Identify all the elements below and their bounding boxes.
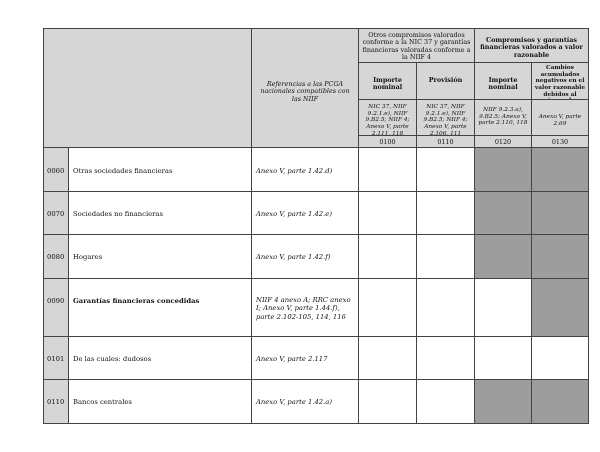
data-cell — [358, 336, 417, 380]
row-label-cell — [68, 234, 252, 279]
data-cell — [531, 336, 589, 380]
row-code-cell — [43, 278, 69, 337]
data-cell-shaded — [474, 147, 532, 192]
data-cell — [358, 234, 417, 279]
row-code-cell — [43, 191, 69, 235]
row-label: Bancos centrales — [73, 398, 132, 406]
row-ref-cell — [251, 278, 359, 337]
row-label: Otras sociedades financieras — [73, 167, 173, 175]
header-nominal1-label: Importe nominal — [372, 76, 403, 92]
row-code: 0080 — [47, 253, 65, 261]
header-cambios-cell — [531, 62, 589, 100]
data-cell-shaded — [531, 278, 589, 337]
header-cambios-label: Cambios acumulados negativos en el valor razonable debidos al — [534, 65, 586, 98]
data-cell — [416, 191, 475, 235]
header-nominal1-cell — [358, 62, 417, 100]
header-provision-label: Provisión — [428, 76, 463, 84]
header-group1-label: Otros compromisos valorados conforme a la NIC 37 y garantías financieras valoradas conforme a la NIIF 4 — [362, 31, 471, 62]
data-cell — [416, 336, 475, 380]
row-ref-cell — [251, 234, 359, 279]
data-cell — [358, 278, 417, 337]
header-ref-cell-0130 — [531, 99, 589, 136]
header-ref-0130: Anexo V, parte 2.69 — [538, 114, 582, 127]
data-cell — [416, 278, 475, 337]
data-cell-shaded — [531, 191, 589, 235]
row-code: 0090 — [47, 297, 65, 305]
data-cell — [416, 379, 475, 424]
header-ref-0100: NIC 37, NIIF 9.2.1.e), NIIF 9.B2.5; NIIF 4; Anexo V, parte 2.111, 118 — [365, 104, 410, 136]
row-ref-cell — [251, 147, 359, 192]
row-ref-cell — [251, 379, 359, 424]
row-label-cell — [68, 191, 252, 235]
row-ref: Anexo V, parte 1.42.f) — [256, 253, 331, 261]
header-group2-cell — [474, 28, 589, 63]
row-label-cell — [68, 278, 252, 337]
row-code-cell — [43, 379, 69, 424]
data-cell-shaded — [531, 147, 589, 192]
header-ref-0120: NIIF 9.2.3.a), 9.B2.5; Anexo V, parte 2.110, 118 — [478, 107, 528, 127]
row-label: De las cuales: dudosos — [73, 355, 152, 363]
header-blank-cell — [43, 28, 252, 148]
data-cell — [358, 147, 417, 192]
row-label: Hogares — [73, 253, 103, 261]
header-ref-0110: NIC 37, NIIF 9.2.1.e), NIIF 9.B2.5; NIIF 4; Anexo V, parte 2.106, 111 — [423, 104, 468, 136]
header-code-0110: 0110 — [437, 138, 454, 146]
header-ref-cell — [251, 28, 359, 148]
header-ref-cell-0120 — [474, 99, 532, 136]
row-code-cell — [43, 336, 69, 380]
row-ref-cell — [251, 336, 359, 380]
row-code: 0060 — [47, 167, 65, 175]
data-cell-shaded — [531, 234, 589, 279]
data-cell-shaded — [474, 191, 532, 235]
data-cell — [474, 278, 532, 337]
header-code-0130: 0130 — [551, 138, 569, 146]
row-code: 0101 — [47, 355, 65, 363]
data-cell — [416, 147, 475, 192]
row-code: 0110 — [47, 398, 65, 406]
row-ref: Anexo V, parte 1.42.e) — [256, 210, 332, 218]
header-code-0100: 0100 — [379, 138, 396, 146]
row-label-cell — [68, 379, 252, 424]
data-cell — [358, 191, 417, 235]
data-cell — [416, 234, 475, 279]
header-group1-cell — [358, 28, 475, 63]
header-ref-cell-0110 — [416, 99, 475, 136]
row-code-cell — [43, 147, 69, 192]
row-ref: Anexo V, parte 1.42.a) — [256, 398, 332, 406]
row-code: 0070 — [47, 210, 65, 218]
header-ref-label: Referencias a las PCGA nacionales compatibles con las NIIF — [260, 80, 350, 103]
header-provision-cell — [416, 62, 475, 100]
row-label: Garantías financieras concedidas — [73, 297, 200, 305]
data-cell-shaded — [474, 379, 532, 424]
header-group2-label: Compromisos y garantías financieras valorados a valor razonable — [480, 36, 583, 59]
data-cell-shaded — [531, 379, 589, 424]
data-cell-shaded — [474, 234, 532, 279]
row-ref: Anexo V, parte 1.42.d) — [256, 167, 333, 175]
row-ref: NIIF 4 anexo A; RRC anexo I; Anexo V, parte 1.44.f), parte 2.102-105, 114, 116 — [256, 296, 351, 321]
row-label-cell — [68, 147, 252, 192]
row-ref-cell — [251, 191, 359, 235]
row-label-cell — [68, 336, 252, 380]
row-label: Sociedades no financieras — [73, 210, 163, 218]
report-table — [43, 28, 589, 424]
data-cell — [358, 379, 417, 424]
header-code-0120: 0120 — [494, 138, 512, 146]
data-cell — [474, 336, 532, 380]
header-ref-cell-0100 — [358, 99, 417, 136]
row-code-cell — [43, 234, 69, 279]
header-nominal2-label: Importe nominal — [488, 76, 518, 92]
row-ref: Anexo V, parte 2.117 — [256, 355, 328, 363]
header-nominal2-cell — [474, 62, 532, 100]
